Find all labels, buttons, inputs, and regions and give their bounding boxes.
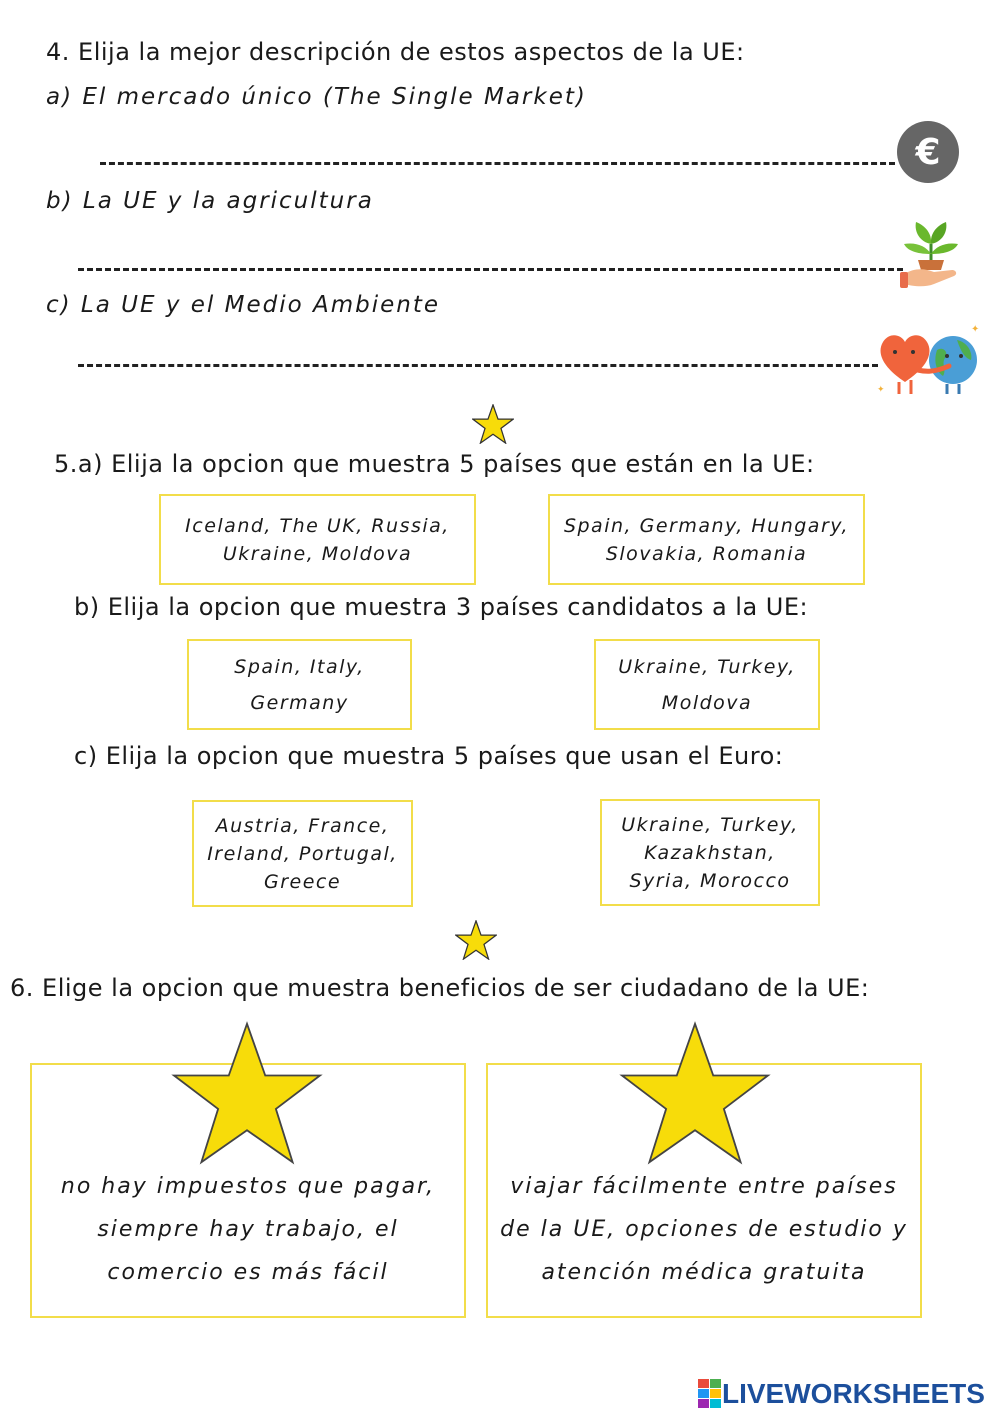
q5b-title: b) Elija la opcion que muestra 3 países candidatos a la UE: <box>74 593 809 621</box>
q4b-answer-line <box>78 268 903 271</box>
svg-text:✦: ✦ <box>877 385 885 395</box>
plant-in-hand-icon <box>900 218 962 292</box>
q4c-answer-line <box>78 364 878 367</box>
q4a-answer-input[interactable] <box>100 131 895 163</box>
q5c-title: c) Elija la opcion que muestra 5 países que usan el Euro: <box>74 742 784 770</box>
logo-mark-icon <box>698 1379 722 1409</box>
q4b-answer-input[interactable] <box>78 237 903 269</box>
q5b-option-2[interactable]: Ukraine, Turkey, Moldova <box>594 639 820 730</box>
liveworksheets-logo <box>698 1377 985 1411</box>
star-divider-icon <box>455 920 497 960</box>
q5a-title: 5.a) Elija la opcion que muestra 5 países que están en la UE: <box>54 450 815 478</box>
q4a-label: a) El mercado único (The Single Market) <box>46 84 587 110</box>
euro-coin-icon <box>896 120 960 184</box>
q5c-option-2[interactable]: Ukraine, Turkey, Kazakhstan, Syria, Morocco <box>600 799 820 906</box>
q5c-option-1[interactable]: Austria, France, Ireland, Portugal, Greece <box>192 800 413 907</box>
q6-option-1-text: no hay impuestos que pagar, siempre hay trabajo, el comercio es más fácil <box>60 1174 436 1285</box>
star-icon <box>171 1020 323 1166</box>
star-divider-icon <box>472 404 514 444</box>
q5a-option-2[interactable]: Spain, Germany, Hungary, Slovakia, Romania <box>548 494 865 585</box>
svg-text:✦: ✦ <box>971 324 979 335</box>
q4a-answer-line <box>100 162 895 165</box>
star-icon <box>619 1020 771 1166</box>
euro-symbol: € <box>915 132 941 173</box>
q5a-option-1[interactable]: Iceland, The UK, Russia, Ukraine, Moldova <box>159 494 476 585</box>
q4b-label: b) La UE y la agricultura <box>46 188 374 214</box>
q4c-answer-input[interactable] <box>78 333 878 365</box>
q4c-label: c) La UE y el Medio Ambiente <box>46 292 440 318</box>
q6-option-2-text: viajar fácilmente entre países de la UE, opciones de estudio y atención médica gratuita <box>500 1174 908 1285</box>
heart-hugging-earth-icon <box>875 322 979 398</box>
q5b-option-1[interactable]: Spain, Italy, Germany <box>187 639 412 730</box>
q6-title: 6. Elige la opcion que muestra beneficios de ser ciudadano de la UE: <box>10 974 870 1002</box>
logo-text: LIVEWORKSHEETS <box>722 1378 985 1409</box>
q4-title: 4. Elija la mejor descripción de estos aspectos de la UE: <box>46 38 745 66</box>
